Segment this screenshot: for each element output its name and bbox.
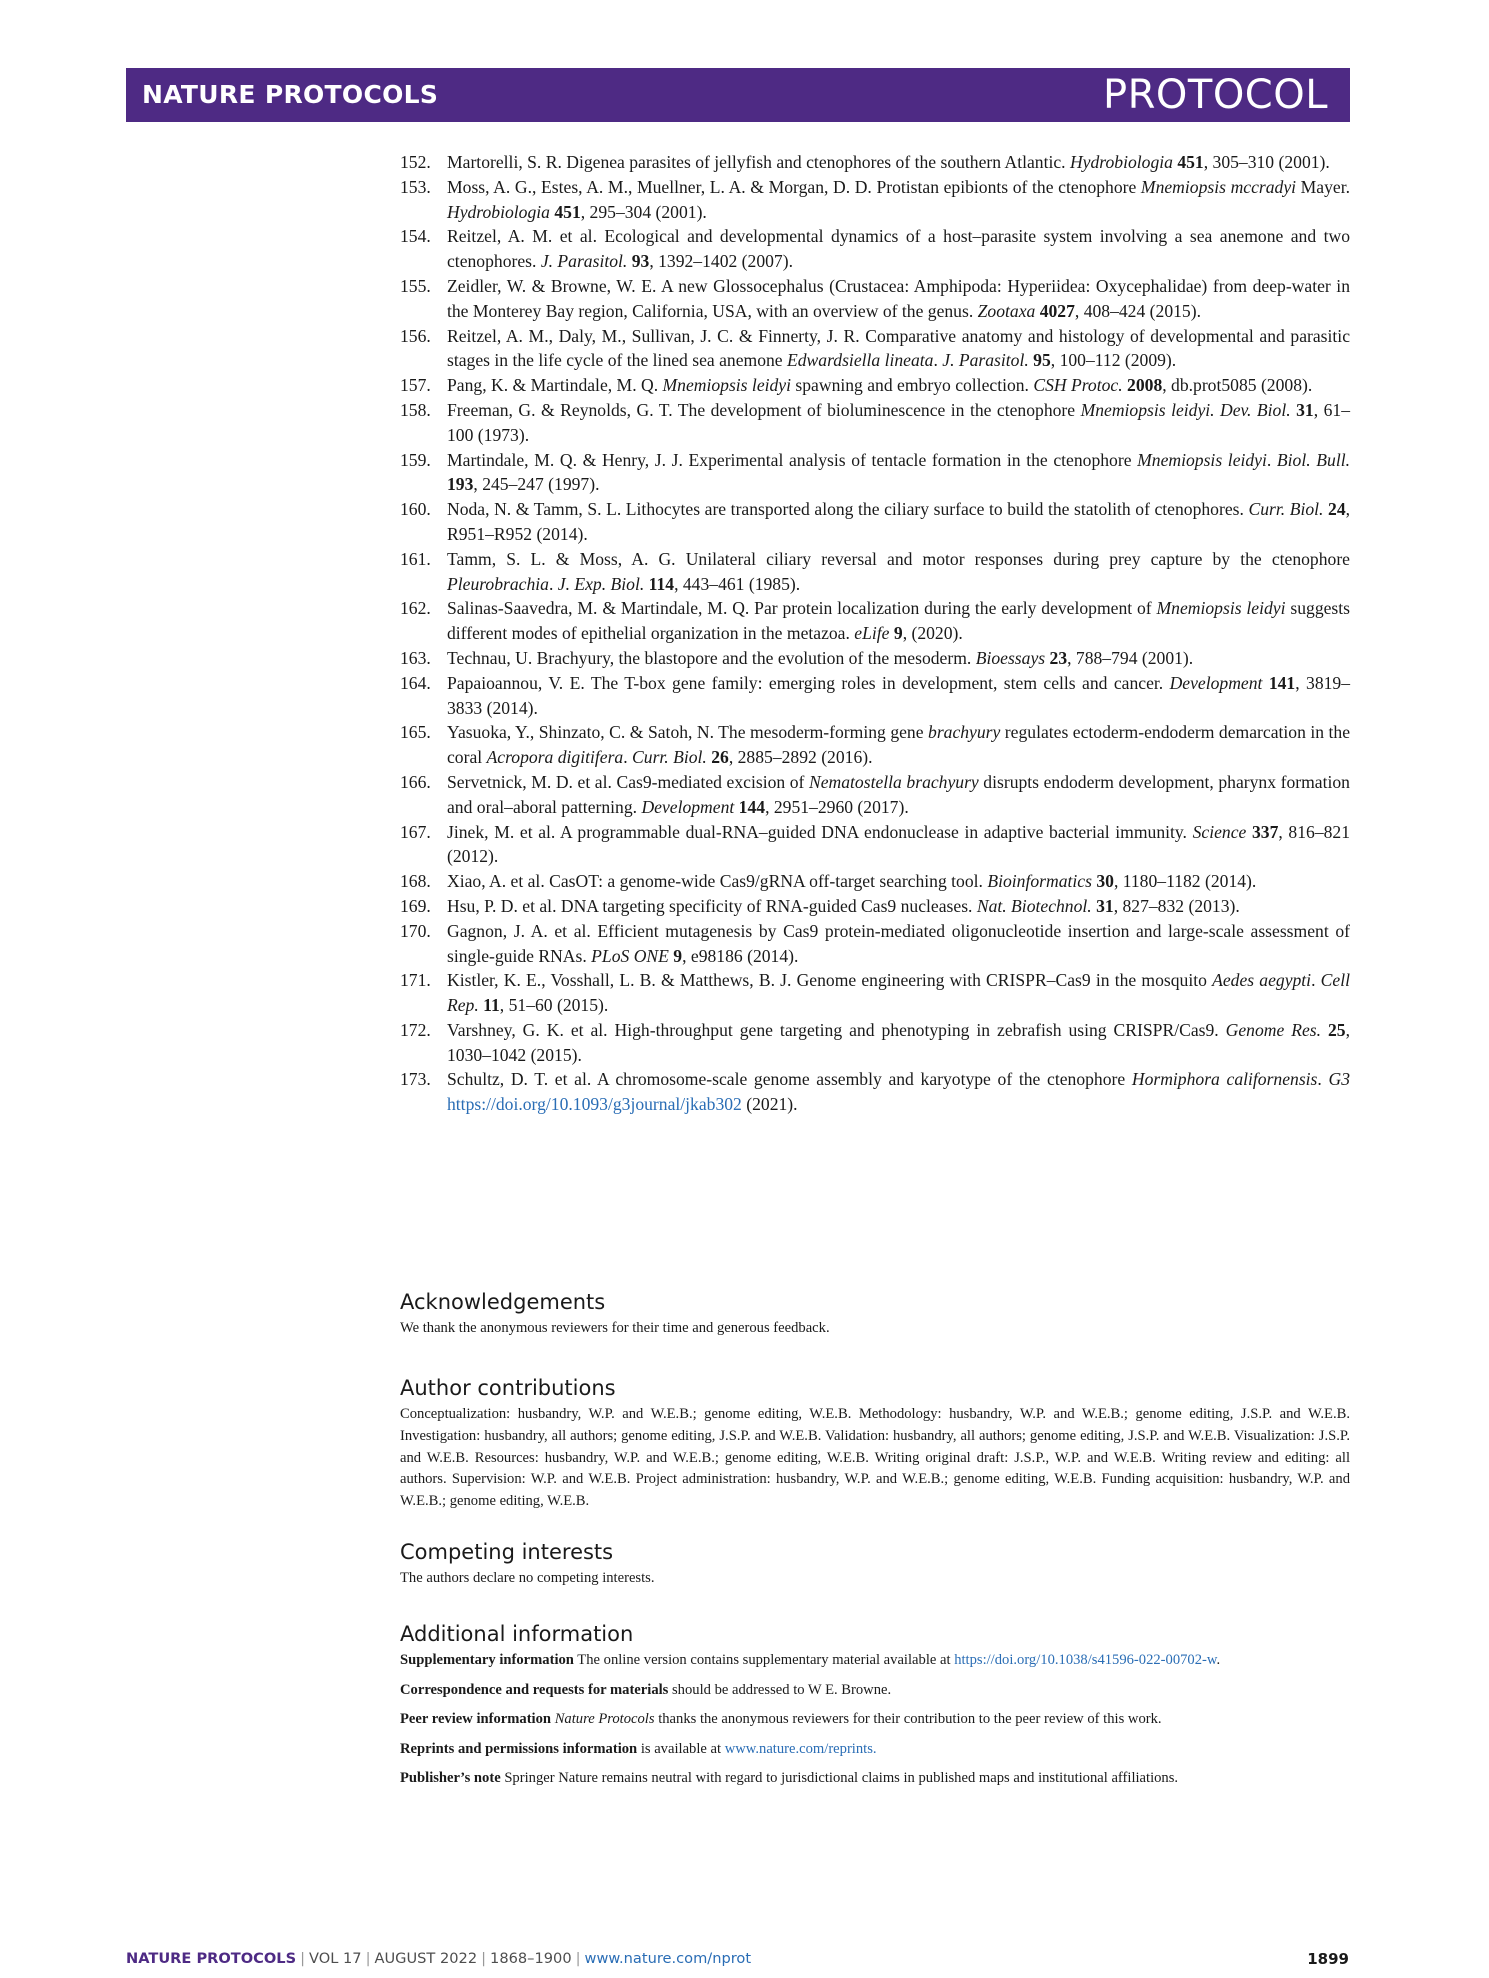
footer-separator: | bbox=[481, 1950, 487, 1967]
reference-text: , 100–112 (2009). bbox=[1050, 350, 1177, 371]
reference-item bbox=[400, 869, 1350, 894]
reference-number: 157. bbox=[400, 375, 431, 396]
reference-number: 173. bbox=[400, 1069, 431, 1090]
reference-text: 4027 bbox=[1039, 300, 1075, 321]
additional-information-heading: Additional information bbox=[400, 1622, 634, 1646]
reference-text: Varshney, G. K. et al. High-throughput gene targeting and phenotyping in zebrafish using CRISPR/Cas9. bbox=[447, 1019, 1226, 1040]
reference-text: 193 bbox=[447, 474, 474, 495]
peer-review-label: Peer review information bbox=[400, 1711, 552, 1727]
reference-text: 24 bbox=[1328, 499, 1346, 520]
article-type: PROTOCOL bbox=[1102, 72, 1328, 118]
reference-number: 161. bbox=[400, 548, 431, 569]
reference-text: Mayer. bbox=[1296, 176, 1351, 197]
reference-text: Gagnon, J. A. et al. Efficient mutagenesis by Cas9 protein-mediated oligonucleotide insertion and large-scale assessment of single-guide RNAs. bbox=[447, 920, 1350, 966]
reference-number: 160. bbox=[400, 499, 431, 520]
reference-list bbox=[400, 150, 1350, 1117]
reference-text: J. Parasitol. bbox=[540, 251, 628, 272]
reference-text: , 51–60 (2015). bbox=[499, 995, 609, 1016]
reference-number: 172. bbox=[400, 1019, 431, 1040]
reference-text: Servetnick, M. D. et al. Cas9-mediated excision of bbox=[447, 771, 809, 792]
reprints-label: Reprints and permissions information bbox=[400, 1740, 638, 1757]
peer-review-text: thanks the anonymous reviewers for their contribution to the peer review of this work. bbox=[654, 1711, 1162, 1727]
reference-item bbox=[400, 398, 1350, 448]
reference-text: Salinas-Saavedra, M. & Martindale, M. Q. Par protein localization during the early development of bbox=[447, 598, 1157, 619]
publisher-note-text: Springer Nature remains neutral with regard to jurisdictional claims in published maps and institutional affiliations. bbox=[500, 1770, 1179, 1786]
reference-text: PLoS ONE bbox=[591, 945, 669, 966]
reference-text: Technau, U. Brachyury, the blastopore and the evolution of the mesoderm. bbox=[447, 647, 976, 668]
reference-item bbox=[400, 919, 1350, 969]
supplementary-end: . bbox=[1216, 1652, 1221, 1668]
additional-information-section bbox=[400, 1622, 1350, 1798]
reference-text: , 2885–2892 (2016). bbox=[728, 747, 873, 768]
reference-number: 166. bbox=[400, 771, 431, 792]
reference-text: 114 bbox=[648, 573, 675, 594]
reference-text: Mnemiopsis mccradyi bbox=[1140, 176, 1297, 197]
reference-text: Mnemiopsis leidyi bbox=[1156, 598, 1286, 619]
reference-text: , 788–794 (2001). bbox=[1067, 647, 1194, 668]
reference-number: 159. bbox=[400, 449, 431, 470]
reference-text: , 1180–1182 (2014). bbox=[1113, 871, 1257, 892]
reference-text: , (2020). bbox=[902, 623, 963, 644]
footer-journal-link[interactable]: www.nature.com/nprot bbox=[584, 1950, 752, 1967]
reference-text: Nematostella brachyury bbox=[809, 771, 979, 792]
reference-text: Kistler, K. E., Vosshall, L. B. & Matthews, B. J. Genome engineering with CRISPR–Cas9 in the mosquito bbox=[447, 970, 1213, 991]
reference-item bbox=[400, 1018, 1350, 1068]
reference-text: Development bbox=[641, 796, 735, 817]
publisher-note-label: Publisher’s note bbox=[400, 1770, 501, 1786]
journal-name: NATURE PROTOCOLS bbox=[142, 80, 439, 109]
reference-number: 154. bbox=[400, 226, 431, 247]
reference-text: Xiao, A. et al. CasOT: a genome-wide Cas9/gRNA off-target searching tool. bbox=[447, 871, 988, 892]
reference-text: Pang, K. & Martindale, M. Q. bbox=[447, 375, 663, 396]
reference-number: 167. bbox=[400, 821, 431, 842]
reference-text: Curr. Biol. bbox=[1248, 499, 1324, 520]
acknowledgements-section bbox=[400, 1290, 1350, 1340]
reference-item bbox=[400, 968, 1350, 1018]
reference-number: 156. bbox=[400, 325, 431, 346]
reference-text: 2008 bbox=[1127, 375, 1163, 396]
reference-item bbox=[400, 894, 1350, 919]
reference-text: , 1392–1402 (2007). bbox=[649, 251, 793, 272]
reference-text: Development bbox=[1169, 672, 1263, 693]
reference-text: 337 bbox=[1251, 821, 1279, 842]
reference-text: 26 bbox=[711, 747, 729, 768]
reference-number: 170. bbox=[400, 920, 431, 941]
reference-number: 168. bbox=[400, 871, 431, 892]
reference-text: 95 bbox=[1033, 350, 1051, 371]
reference-text: Tamm, S. L. & Moss, A. G. Unilateral ciliary reversal and motor responses during prey capture by the ctenophore bbox=[447, 548, 1350, 569]
reference-text: Pleurobrachia bbox=[447, 573, 549, 594]
reference-item bbox=[400, 596, 1350, 646]
reference-text: Mnemiopsis leidyi bbox=[662, 375, 792, 396]
reference-item bbox=[400, 547, 1350, 597]
reference-number: 162. bbox=[400, 598, 431, 619]
reference-text: , db.prot5085 (2008). bbox=[1162, 375, 1313, 396]
reference-text: 25 bbox=[1328, 1019, 1346, 1040]
footer-separator: | bbox=[575, 1950, 581, 1967]
correspondence-text: should be addressed to W E. Browne. bbox=[668, 1681, 892, 1698]
reference-text: (2021). bbox=[741, 1094, 798, 1115]
reference-number: 152. bbox=[400, 152, 431, 172]
footer-journal: NATURE PROTOCOLS bbox=[126, 1950, 297, 1967]
reference-text: , 61–100 (1973). bbox=[447, 399, 1350, 445]
reference-text: Martorelli, S. R. Digenea parasites of jellyfish and ctenophores of the southern Atlantic. bbox=[447, 152, 1070, 172]
footer-separator: | bbox=[365, 1950, 371, 1967]
reference-item bbox=[400, 497, 1350, 547]
correspondence-label: Correspondence and requests for materials bbox=[400, 1681, 669, 1698]
reference-text: 30 bbox=[1096, 871, 1114, 892]
reference-text: Jinek, M. et al. A programmable dual-RNA–guided DNA endonuclease in adaptive bacterial immunity. bbox=[447, 821, 1193, 842]
reference-text: Yasuoka, Y., Shinzato, C. & Satoh, N. The mesoderm-forming gene bbox=[447, 722, 929, 743]
competing-interests-heading: Competing interests bbox=[400, 1540, 614, 1564]
reference-item bbox=[400, 448, 1350, 498]
peer-review-journal: Nature Protocols bbox=[554, 1711, 655, 1727]
reference-text: Biol. Bull. bbox=[1276, 449, 1350, 470]
competing-interests-section bbox=[400, 1540, 1350, 1590]
supplementary-label: Supplementary information bbox=[400, 1652, 574, 1668]
reference-text: , 827–832 (2013). bbox=[1113, 895, 1240, 916]
reference-text: J. Parasitol. bbox=[942, 350, 1029, 371]
correspondence-information bbox=[400, 1680, 1350, 1701]
reference-text: , 305–310 (2001). bbox=[1203, 152, 1330, 172]
reference-text: . bbox=[1317, 1069, 1329, 1090]
reference-number: 158. bbox=[400, 399, 431, 420]
reference-text: 9 bbox=[673, 945, 683, 966]
reference-text: Moss, A. G., Estes, A. M., Muellner, L. A. & Morgan, D. D. Protistan epibionts of the ctenophore bbox=[447, 176, 1141, 197]
acknowledgements-heading: Acknowledgements bbox=[400, 1290, 606, 1314]
reference-text: , 295–304 (2001). bbox=[580, 201, 707, 222]
reference-text: 451 bbox=[1177, 152, 1204, 172]
reference-text: Noda, N. & Tamm, S. L. Lithocytes are transported along the ciliary surface to build the statolith of ctenophores. bbox=[447, 499, 1249, 520]
reference-text: . bbox=[1266, 449, 1277, 470]
reference-text: Nat. Biotechnol. bbox=[976, 895, 1092, 916]
reference-text: Cell Rep. bbox=[447, 970, 1350, 1016]
reference-text bbox=[1321, 1020, 1328, 1040]
supplementary-text: The online version contains supplementary material available at bbox=[573, 1652, 955, 1668]
reference-text: Bioinformatics bbox=[987, 871, 1092, 892]
reference-text: 141 bbox=[1268, 672, 1296, 693]
reference-item bbox=[400, 274, 1350, 324]
reference-number: 171. bbox=[400, 970, 431, 991]
reference-text: 451 bbox=[554, 201, 581, 222]
journal-header-bar bbox=[126, 68, 1350, 122]
page-footer bbox=[126, 1950, 751, 1967]
reference-text: , 1030–1042 (2015). bbox=[447, 1019, 1350, 1065]
reference-item bbox=[400, 224, 1350, 274]
reprints-text: is available at bbox=[637, 1740, 725, 1757]
reference-text: Bioessays bbox=[975, 647, 1046, 668]
reprints-information bbox=[400, 1739, 1350, 1760]
reference-text: spawning and embryo collection. bbox=[791, 375, 1034, 396]
reference-text: suggests different modes of epithelial organization in the metazoa. bbox=[447, 598, 1351, 644]
reference-item bbox=[400, 373, 1350, 398]
reference-text: G3 bbox=[1328, 1069, 1350, 1090]
reference-text: . bbox=[623, 747, 633, 768]
reference-text: , 245–247 (1997). bbox=[473, 474, 600, 495]
reference-item bbox=[400, 324, 1350, 374]
reference-text: Martindale, M. Q. & Henry, J. J. Experimental analysis of tentacle formation in the ctenophore bbox=[447, 449, 1138, 470]
reference-item bbox=[400, 150, 1350, 175]
reprints-link[interactable]: www.nature.com/reprints. bbox=[724, 1740, 877, 1757]
reference-text: , 3819–3833 (2014). bbox=[447, 672, 1351, 718]
reference-item bbox=[400, 1067, 1350, 1117]
footer-date: AUGUST 2022 bbox=[374, 1950, 478, 1967]
reference-item bbox=[400, 671, 1350, 721]
reference-text: Reitzel, A. M., Daly, M., Sullivan, J. C. & Finnerty, J. R. Comparative anatomy and histology of developmental and parasitic stages in the life cycle of the lined sea anemone bbox=[447, 325, 1350, 371]
reference-number: 169. bbox=[400, 895, 431, 916]
reference-text: . bbox=[548, 573, 558, 594]
reference-text: , e98186 (2014). bbox=[682, 945, 799, 966]
footer-pages: 1868–1900 bbox=[490, 1950, 572, 1967]
reference-item bbox=[400, 770, 1350, 820]
reference-item bbox=[400, 820, 1350, 870]
reference-text: J. Exp. Biol. bbox=[557, 573, 645, 594]
reference-text: Genome Res. bbox=[1225, 1019, 1322, 1040]
reference-text: 31 bbox=[1096, 895, 1114, 916]
reference-text: Hsu, P. D. et al. DNA targeting specificity of RNA-guided Cas9 nucleases. bbox=[447, 895, 977, 916]
acknowledgements-text: We thank the anonymous reviewers for their time and generous feedback. bbox=[400, 1320, 830, 1336]
reference-text: Acropora digitifera bbox=[486, 747, 624, 768]
reference-text: 11 bbox=[483, 995, 500, 1016]
reference-text: Mnemiopsis leidyi bbox=[1137, 449, 1267, 470]
reference-text: brachyury bbox=[928, 722, 1001, 743]
author-contributions-section bbox=[400, 1376, 1350, 1513]
footer-separator: | bbox=[300, 1950, 306, 1967]
reference-text: regulates ectoderm-endoderm demarcation in the coral bbox=[447, 722, 1351, 768]
reference-item bbox=[400, 720, 1350, 770]
reference-text: Hormiphora californensis bbox=[1131, 1069, 1318, 1090]
reference-text: Schultz, D. T. et al. A chromosome-scale genome assembly and karyotype of the ctenophore bbox=[447, 1069, 1132, 1090]
reference-text: 93 bbox=[631, 251, 650, 272]
reference-text: Edwardsiella lineata bbox=[787, 350, 934, 371]
reference-text: Mnemiopsis leidyi. Dev. Biol. bbox=[1080, 399, 1291, 420]
reference-number: 163. bbox=[400, 647, 431, 668]
reference-text: , 2951–2960 (2017). bbox=[765, 796, 909, 817]
reference-text: , R951–R952 (2014). bbox=[447, 499, 1351, 544]
reference-text: . bbox=[1311, 970, 1321, 991]
footer-volume: VOL 17 bbox=[309, 1950, 362, 1967]
reference-doi-link[interactable]: https://doi.org/10.1093/g3journal/jkab302 bbox=[447, 1094, 742, 1115]
reference-text: Zootaxa bbox=[977, 300, 1036, 321]
reference-text: 31 bbox=[1296, 399, 1314, 420]
reference-text: , 408–424 (2015). bbox=[1074, 300, 1201, 321]
competing-interests-text: The authors declare no competing interests. bbox=[400, 1570, 655, 1586]
reference-number: 153. bbox=[400, 176, 431, 197]
author-contributions-heading: Author contributions bbox=[400, 1376, 616, 1400]
reference-text: Hydrobiologia bbox=[1069, 152, 1173, 172]
reference-text: Papaioannou, V. E. The T-box gene family: emerging roles in development, stem cells and cancer. bbox=[447, 672, 1170, 693]
reference-number: 165. bbox=[400, 722, 431, 743]
reference-text: , 443–461 (1985). bbox=[674, 573, 801, 594]
reference-text: eLife bbox=[854, 623, 890, 644]
page-number: 1899 bbox=[1307, 1950, 1349, 1968]
supplementary-information bbox=[400, 1650, 1350, 1671]
reference-text: Zeidler, W. & Browne, W. E. A new Glossocephalus (Crustacea: Amphipoda: Hyperiidea: Oxycephalidae) from deep-water in the Monterey Bay region, California, USA, with an overview of the genus. bbox=[447, 275, 1350, 321]
reference-text: . bbox=[933, 350, 943, 371]
author-contributions-text: Conceptualization: husbandry, W.P. and W.E.B.; genome editing, W.E.B. Methodology: husbandry, W.P. and W.E.B.; genome editing, J.S.P. and W.E.B. Investigation: husbandry, all authors; genome editing, J.S.P. and W.E.B. Validation: husbandry, all authors; genome editing, J.S.P. and W.E.B. Visualization: J.S.P. and W.E.B. Resources: husbandry, W.P. and W.E.B.; genome editing, W.E.B. Writing original draft: J.S.P., W.P. and W.E.B. Writing review and editing: all authors. Supervision: W.P. and W.E.B. Project administration: husbandry, W.P. and W.E.B.; genome editing, W.E.B. Funding acquisition: husbandry, W.P. and W.E.B.; genome editing, W.E.B. bbox=[400, 1406, 1350, 1510]
reference-text: 23 bbox=[1049, 647, 1068, 668]
reference-item bbox=[400, 175, 1350, 225]
reference-text: Freeman, G. & Reynolds, G. T. The development of bioluminescence in the ctenophore bbox=[447, 399, 1081, 420]
reference-number: 155. bbox=[400, 275, 431, 296]
reference-text: Hydrobiologia bbox=[447, 201, 550, 222]
publisher-note bbox=[400, 1768, 1350, 1789]
reference-text: Aedes aegypti bbox=[1212, 970, 1312, 991]
supplementary-link[interactable]: https://doi.org/10.1038/s41596-022-00702-w bbox=[954, 1652, 1217, 1668]
reference-item bbox=[400, 646, 1350, 671]
reference-text: Reitzel, A. M. et al. Ecological and developmental dynamics of a host–parasite system involving a sea anemone and two ctenophores. bbox=[447, 226, 1350, 272]
reference-text: CSH Protoc. bbox=[1033, 375, 1123, 396]
reference-text: 9 bbox=[893, 623, 903, 644]
reference-text: , 816–821 (2012). bbox=[447, 821, 1351, 867]
reference-text: 144 bbox=[738, 796, 766, 817]
reference-text: disrupts endoderm development, pharynx formation and oral–aboral patterning. bbox=[447, 771, 1350, 817]
peer-review-information bbox=[400, 1709, 1350, 1730]
reference-text: Science bbox=[1192, 821, 1247, 842]
reference-text: Curr. Biol. bbox=[632, 747, 707, 768]
reference-number: 164. bbox=[400, 672, 431, 693]
